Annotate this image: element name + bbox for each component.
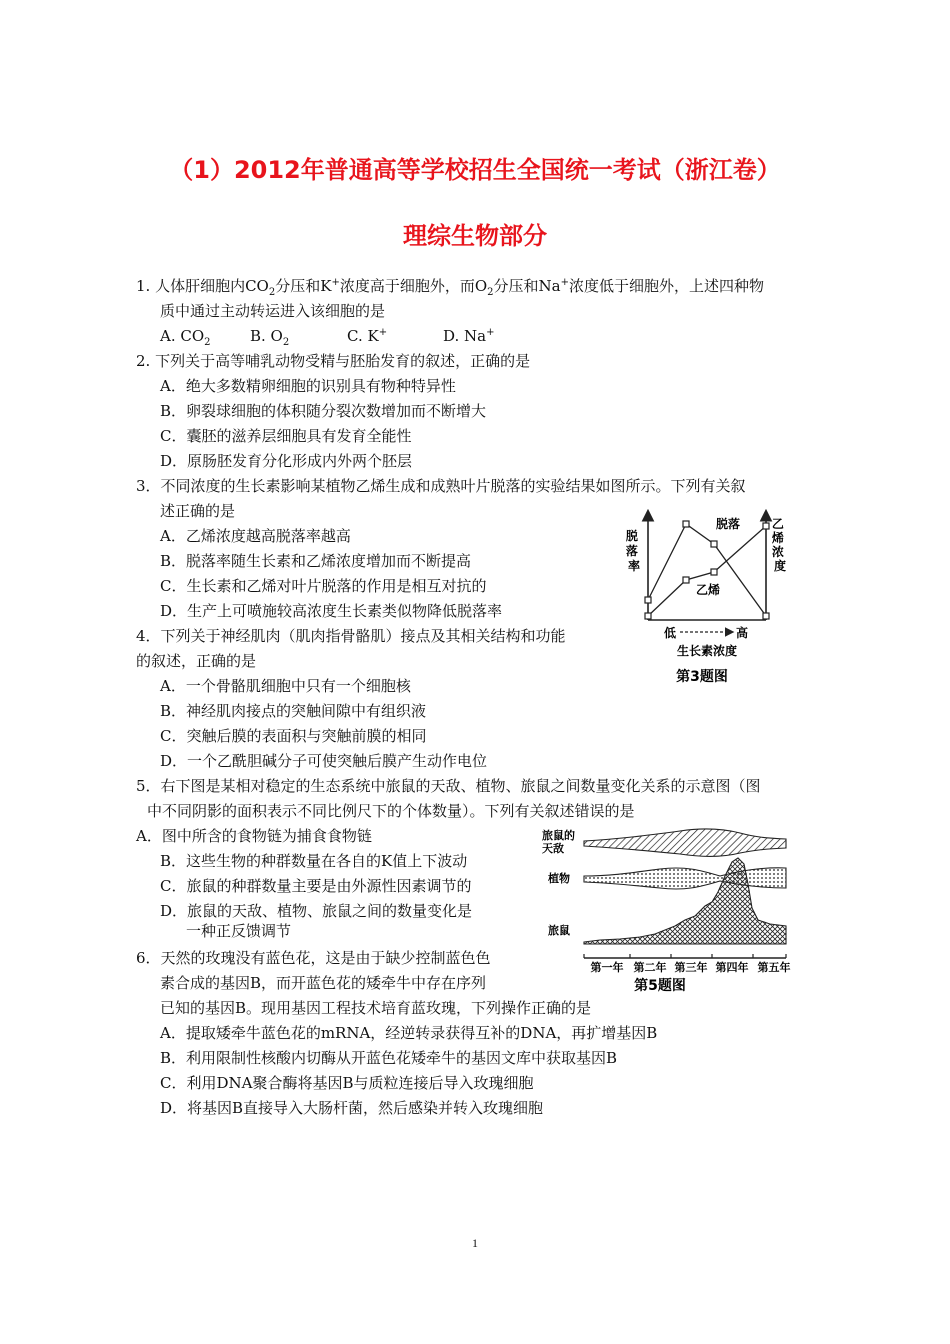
figure-5-diagram [540, 824, 800, 996]
figure-5-year-1: 第一年 [590, 961, 624, 974]
document-subtitle: 理综生物部分 [403, 222, 547, 250]
question-2-option-d: D．原肠胚发育分化形成内外两个胚层 [160, 452, 413, 470]
figure-5-caption: 第5题图 [634, 978, 686, 994]
figure-3-right-axis-label-3: 浓 [771, 545, 784, 559]
figure-5-row2-label: 植物 [548, 872, 570, 885]
question-2-stem: 2. 下列关于高等哺乳动物受精与胚胎发育的叙述，正确的是 [136, 352, 531, 370]
figure-5-row3-label: 旅鼠 [548, 924, 570, 937]
question-6-option-b: B．利用限制性核酸内切酶从开蓝色花矮牵牛的基因文库中获取基因B [160, 1049, 618, 1067]
figure-3-diagram [620, 500, 800, 690]
figure-3-x-axis-label: 生长素浓度 [676, 644, 738, 658]
question-6-stem-cont-1: 素合成的基因B，而开蓝色花的矮牵牛中存在序列 [160, 974, 487, 992]
question-2-option-b: B．卵裂球细胞的体积随分裂次数增加而不断增大 [160, 402, 487, 420]
question-5-option-a: A．图中所含的食物链为捕食食物链 [136, 827, 372, 845]
question-3-stem-cont: 述正确的是 [160, 502, 236, 520]
figure-3-ethylene-label: 乙烯 [695, 583, 721, 597]
document-title: （1）2012年普通高等学校招生全国统一考试（浙江卷） [169, 156, 781, 184]
question-5-option-d-cont: 一种正反馈调节 [186, 922, 292, 940]
figure-5-row1-label [542, 828, 579, 855]
figure-3-right-axis-label-1: 乙 [771, 517, 784, 531]
figure-5-year-4: 第四年 [715, 961, 749, 974]
question-5-stem: 5．右下图是某相对稳定的生态系统中旅鼠的天敌、植物、旅鼠之间数量变化关系的示意图（图 [136, 777, 761, 795]
question-4-stem-cont: 的叙述，正确的是 [136, 652, 257, 670]
question-4-option-d: D．一个乙酰胆碱分子可使突触后膜产生动作电位 [160, 752, 488, 770]
figure-3-right-axis-label-4: 度 [773, 559, 787, 573]
figure-3-caption: 第3题图 [676, 669, 728, 685]
figure-3-left-axis-label-2: 落 [625, 544, 638, 558]
question-6-option-a: A．提取矮牵牛蓝色花的mRNA，经逆转录获得互补的DNA，再扩增基因B [160, 1024, 658, 1042]
question-3-option-d: D．生产上可喷施较高浓度生长素类似物降低脱落率 [160, 602, 503, 620]
question-3-option-b: B．脱落率随生长素和乙烯浓度增加而不断提高 [160, 552, 472, 570]
question-5-option-b: B．这些生物的种群数量在各自的K值上下波动 [160, 852, 468, 870]
question-2-option-c: C．囊胚的滋养层细胞具有发育全能性 [160, 427, 412, 445]
figure-3-left-axis-label [626, 528, 642, 573]
question-4-option-b: B．神经肌肉接点的突触间隙中有组织液 [160, 702, 427, 720]
page-number: 1 [472, 1236, 478, 1250]
question-5-option-c: C．旅鼠的种群数量主要是由外源性因素调节的 [160, 877, 472, 895]
figure-5-year-3: 第三年 [674, 961, 708, 974]
question-5-option-d: D．旅鼠的天敌、植物、旅鼠之间的数量变化是 [160, 902, 473, 920]
question-4-option-c: C．突触后膜的表面积与突触前膜的相同 [160, 727, 427, 745]
figure-3-drop-rate-line [648, 524, 766, 616]
figure-3-right-axis-label [771, 517, 788, 573]
question-2-option-a: A．绝大多数精卵细胞的识别具有物种特异性 [160, 377, 456, 395]
question-1-stem-cont: 质中通过主动转运进入该细胞的是 [160, 302, 386, 320]
question-6-stem: 6．天然的玫瑰没有蓝色花，这是由于缺少控制蓝色色 [136, 949, 491, 967]
figure-5-time-axis [584, 954, 786, 958]
figure-3-left-axis-label-3: 率 [627, 559, 641, 573]
question-3-option-a: A．乙烯浓度越高脱落率越高 [160, 527, 351, 545]
figure-5-year-2: 第二年 [633, 961, 667, 974]
question-3-option-c: C．生长素和乙烯对叶片脱落的作用是相互对抗的 [160, 577, 487, 595]
figure-5-plant-band [584, 868, 786, 889]
question-5-stem-cont: 中不同阴影的面积表示不同比例尺下的个体数量）。下列有关叙述错误的是 [147, 802, 635, 820]
question-6-stem-cont-2: 已知的基因B。现用基因工程技术培育蓝玫瑰，下列操作正确的是 [160, 999, 592, 1017]
figure-3-x-high: 高 [735, 626, 749, 640]
question-1-stem: 1. 人体肝细胞内$CO_2$分压和K+浓度高于细胞外，而$O_2$分压和Na+浓度低于细胞外，上述四种物 [136, 277, 765, 298]
question-1-option-d: D. Na+ [443, 327, 495, 345]
question-1-option-a: A. $CO_2$ [160, 327, 211, 348]
figure-5-year-5: 第五年 [757, 961, 791, 974]
question-1-option-c: C. K+ [347, 327, 388, 345]
figure-3-x-low: 低 [663, 626, 677, 640]
figure-5-predator-band [584, 829, 786, 857]
figure-5-row1-label-1: 旅鼠的 [542, 829, 575, 842]
figure-3-drop-label: 脱落 [715, 517, 741, 531]
figure-3-left-axis-label-1: 脱 [625, 529, 638, 543]
figure-3-right-axis-label-2: 烯 [771, 531, 784, 545]
question-6-option-c: C．利用DNA聚合酶将基因B与质粒连接后导入玫瑰细胞 [160, 1074, 534, 1092]
question-6-option-d: D．将基因B直接导入大肠杆菌，然后感染并转入玫瑰细胞 [160, 1099, 544, 1117]
question-1-option-b: B. $O_2$ [250, 327, 290, 348]
figure-5-year-labels [591, 960, 791, 974]
question-4-option-a: A．一个骨骼肌细胞中只有一个细胞核 [160, 677, 411, 695]
question-4-stem: 4．下列关于神经肌肉（肌肉指骨骼肌）接点及其相关结构和功能 [136, 627, 566, 645]
figure-5-row1-label-2: 天敌 [542, 842, 564, 855]
question-3-stem: 3．不同浓度的生长素影响某植物乙烯生成和成熟叶片脱落的实验结果如图所示。下列有关叙 [136, 477, 746, 495]
